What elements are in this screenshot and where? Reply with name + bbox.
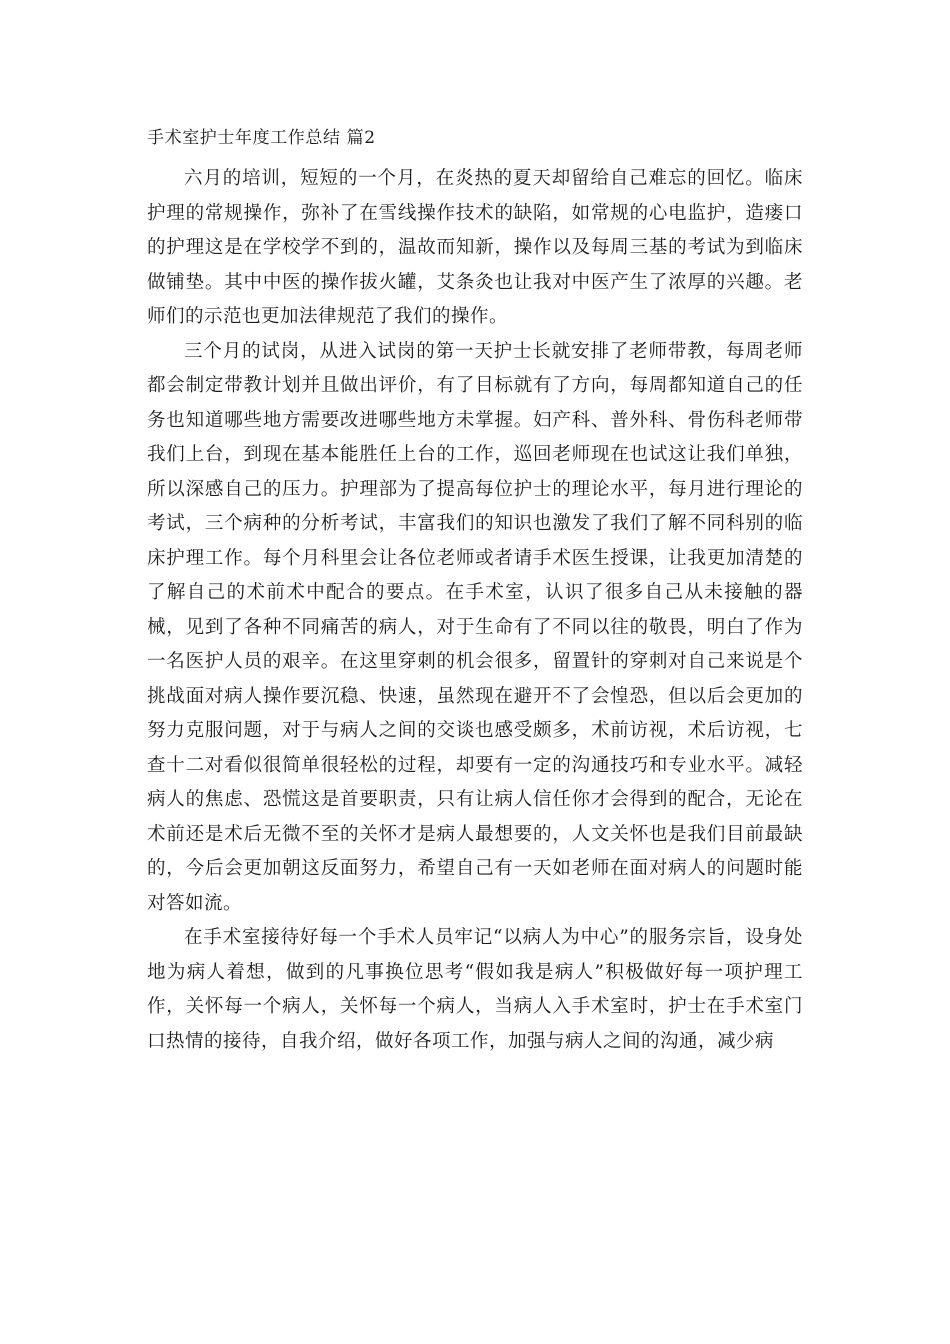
- paragraph-trial-period: 三个月的试岗，从进入试岗的第一天护士长就安排了老师带教，每周老师都会制定带教计划并且做出评价，有了目标就有了方向，每周都知道自己的任务也知道哪些地方需要改进哪些地方未掌握。妇产科、普外科、骨伤科老师带我们上台，到现在基本能胜任上台的工作，巡回老师现在也试这让我们单独，所以深感自己的压力。护理部为了提高每位护士的理论水平，每月进行理论的考试，三个病种的分析考试，丰富我们的知识也激发了我们了解不同科别的临床护理工作。每个月科里会让各位老师或者请手术医生授课，让我更加清楚的了解自己的术前术中配合的要点。在手术室，认识了很多自己从未接触的器械，见到了各种不同痛苦的病人，对于生命有了不同以往的敬畏，明白了作为一名医护人员的艰辛。在这里穿刺的机会很多，留置针的穿刺对自己来说是个挑战面对病人操作要沉稳、快速，虽然现在避开不了会惶恐，但以后会更加的努力克服问题，对于与病人之间的交谈也感受颇多，术前访视，术后访视，七查十二对看似很简单很轻松的过程，却要有一定的沟通技巧和专业水平。减轻病人的焦虑、恐慌这是首要职责，只有让病人信任你才会得到的配合，无论在术前还是术后无微不至的关怀才是病人最想要的，人文关怀也是我们目前最缺的，今后会更加朝这反面努力，希望自己有一天如老师在面对病人的问题时能对答如流。: [147, 340, 803, 914]
- paragraph-training: 六月的培训，短短的一个月，在炎热的夏天却留给自己难忘的回忆。临床护理的常规操作，弥补了在雪线操作技术的缺陷，如常规的心电监护，造瘘口的护理这是在学校学不到的，温故而知新，操作以及每周三基的考试为到临床做铺垫。其中中医的操作拔火罐，艾条灸也让我对中医产生了浓厚的兴趣。老师们的示范也更加法律规范了我们的操作。: [147, 168, 803, 327]
- document-body: [147, 162, 803, 1059]
- paragraph-patient-reception: 在手术室接待好每一个手术人员牢记“以病人为中心”的服务宗旨，设身处地为病人着想，做到的凡事换位思考“假如我是病人”积极做好每一项护理工作，关怀每一个病人，关怀每一个病人，当病人入手术室时，护士在手术室门口热情的接待，自我介绍，做好各项工作，加强与病人之间的沟通，减少病: [147, 927, 803, 1052]
- document-title: 手术室护士年度工作总结 篇2: [147, 128, 376, 148]
